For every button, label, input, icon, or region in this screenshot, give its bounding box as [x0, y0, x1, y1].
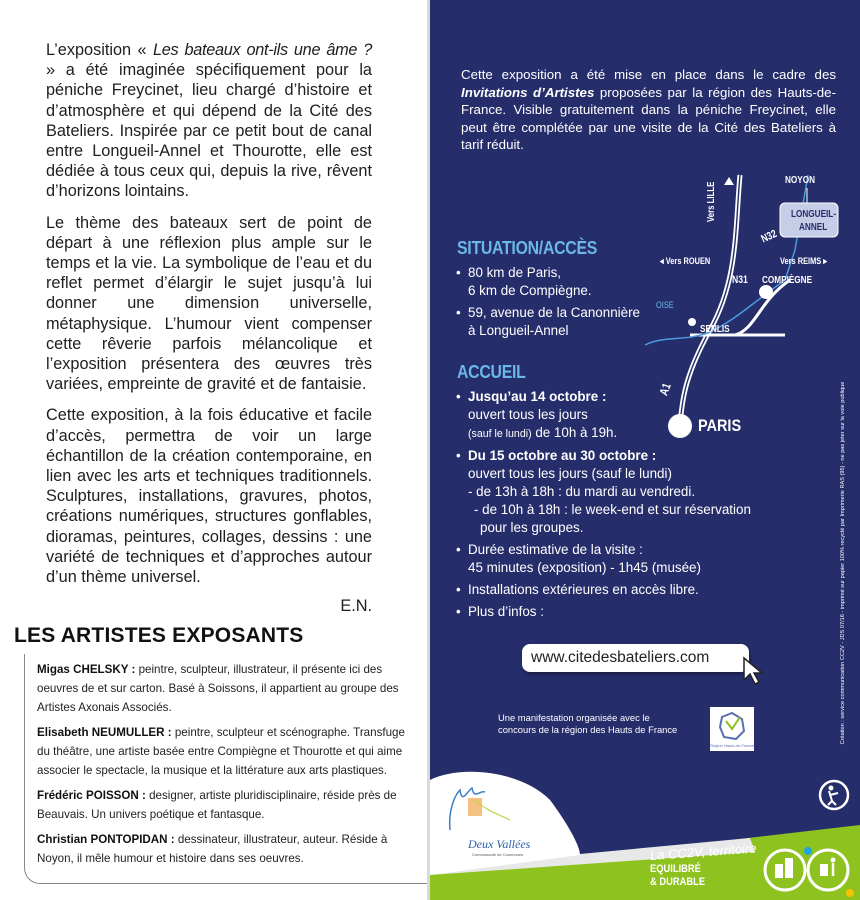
artist-name: Elisabeth NEUMULLER :	[37, 726, 172, 739]
slogan-script: La CC2V, territoire	[649, 840, 757, 863]
compiegne-dot	[759, 285, 773, 299]
situation-line: 80 km de Paris,	[468, 265, 562, 280]
intro-paragraph-2: Le thème des bateaux sert de point de départ à une réflexion plus ample sur le temps et la vie. La symbolique de l’eau et du reflet permet d’élargir le sujet jusqu’à lui donner une dimension universelle, métaphysique. L’humour vient compenser cette rêverie parfois mélancolique et l’exposition présentera des œuvres très variées, empreinte de gravité et de fantaisie.	[46, 213, 372, 394]
intro-prefix: L’exposition «	[46, 41, 154, 59]
duration-value: 45 minutes (exposition) - 1h45 (musée)	[468, 560, 701, 575]
artist-description: dessinateur, illustrateur, auteur. Réside à Noyon, il mêle humour et histoire dans ses oeuvres.	[37, 833, 388, 865]
accueil-item: • Plus d’infos :	[456, 603, 751, 621]
intro-suffix: » a été imaginée spécifiquement pour la péniche Freycinet, lieu chargé d’histoire et d’atmosphère et qui dépend de la Cité des Bateliers. Inspirée par ce petit bout de canal entre Longueil-Annel et Thourotte, elle est dédiée à tous ceux qui, depuis la rive, rêvent d’horizons lointains.	[46, 61, 372, 201]
region-text	[498, 712, 677, 736]
map-label-vers-lille: Vers LILLE	[706, 181, 717, 222]
print-credit	[838, 360, 850, 770]
paris-dot	[668, 414, 692, 438]
blue-dot	[804, 847, 812, 855]
recycle-tidyman-icon	[820, 781, 848, 809]
period-line: - de 13h à 18h : du mardi au vendredi.	[468, 484, 696, 499]
artist-description: designer, artiste pluridisciplinaire, réside près de Beauvais. Un univers poétique et fantasque.	[37, 789, 397, 821]
slogan-line: & DURABLE	[650, 876, 706, 888]
senlis-dot	[688, 318, 696, 326]
yellow-dot	[846, 889, 854, 897]
accueil-item: • Installations extérieures en accès libre.	[456, 581, 751, 599]
context-text	[461, 66, 836, 154]
map-label-n32: N32	[759, 227, 779, 246]
artist-item	[37, 786, 409, 824]
period-label: Jusqu’au 14 octobre :	[468, 389, 607, 404]
print-credit-text: Création : service communication CC2V - JDS 07/16 - imprimé sur papier 100% recyclé par Imprimerie RAS (95) - ne pas jeter sur la voie publique	[840, 381, 846, 745]
artist-name: Migas CHELSKY :	[37, 663, 136, 676]
map-label-a1: A1	[656, 381, 674, 398]
map-label-n31: N31	[732, 274, 748, 286]
artist-description: peintre, sculpteur, illustrateur, il présente ici des oeuvres de et sur carton. Basé à Soissons, il appartient au groupe des Artistes Axonais Associés.	[37, 663, 399, 714]
map-label-annel: ANNEL	[799, 221, 828, 233]
period-hours: de 10h à 19h.	[531, 425, 618, 440]
period-label: Du 15 octobre au 30 octobre :	[468, 448, 657, 463]
exhibition-title: Les bateaux ont-ils une âme ?	[153, 41, 372, 59]
hauts-de-france-logo-icon	[710, 707, 754, 751]
situation-line: à Longueil-Annel	[468, 323, 569, 338]
artist-name: Frédéric POISSON :	[37, 789, 146, 802]
website-link[interactable]: www.citedesbateliers.com	[522, 644, 749, 672]
period-note: (sauf le lundi)	[468, 428, 532, 440]
artist-item	[37, 723, 409, 780]
region-text-line: concours de la région des Hauts de France	[498, 724, 678, 735]
artist-name: Christian PONTOPIDAN :	[37, 833, 175, 846]
right-panel	[430, 0, 860, 900]
access-map	[640, 170, 860, 450]
situation-item	[456, 264, 640, 300]
svg-text:Communauté de Communes: Communauté de Communes	[472, 852, 524, 857]
period-line: - de 10h à 18h : le week-end et sur réservation	[474, 502, 751, 517]
map-label-senlis: SENLIS	[700, 323, 730, 335]
accueil-title: ACCUEIL	[457, 362, 526, 382]
lille-arrow-icon	[724, 177, 734, 185]
accueil-item	[456, 447, 751, 537]
slogan	[649, 840, 757, 889]
program-name: Invitations d’Artistes	[461, 84, 595, 100]
situation-item	[456, 304, 640, 340]
map-label-compiegne: COMPIÈGNE	[762, 274, 813, 286]
map-label-vers-rouen: ◂ Vers ROUEN	[660, 256, 711, 267]
context-after: proposées par la région des Hauts-de-France. Visible gratuitement dans la péniche Freycinet, elle peut être complétée par une visite de la Cité des Bateliers à tarif réduit.	[461, 84, 836, 152]
intro-paragraph-3: Cette exposition, à la fois éducative et facile d’accès, permettra de voir un large échantillon de la création contemporaine, en lien avec les arts et techniques traditionnels. Sculptures, installations, gravures, photos, créations numériques, structures gonflables, dioramas, peintures, collages, dessins : une variété de techniques et d’approches autour d’un thème universel.	[46, 406, 372, 587]
situation-title: SITUATION/ACCÈS	[457, 238, 598, 258]
map-label-noyon: NOYON	[785, 174, 816, 186]
footer-banner	[430, 760, 860, 900]
region-logo	[710, 707, 754, 751]
intro-text	[46, 40, 372, 627]
mouse-cursor-icon	[742, 656, 772, 688]
map-label-vers-reims: Vers REIMS ▸	[780, 256, 827, 267]
intro-paragraph-1	[46, 40, 372, 202]
slogan-line: EQUILIBRÉ	[650, 863, 701, 875]
period-line: ouvert tous les jours (sauf le lundi)	[468, 466, 672, 481]
map-label-oise: OISE	[656, 300, 674, 311]
svg-text:Deux Vallées: Deux Vallées	[468, 837, 531, 851]
artists-title: LES ARTISTES EXPOSANTS	[14, 624, 304, 647]
region-text-line: Une manifestation organisée avec le	[498, 712, 650, 723]
accueil-item	[456, 541, 751, 577]
duration-label: Durée estimative de la visite :	[468, 542, 643, 557]
artist-item	[37, 830, 409, 868]
situation-line: 6 km de Compiègne.	[468, 283, 592, 298]
artists-list	[24, 654, 444, 884]
period-line: ouvert tous les jours	[468, 407, 588, 422]
context-before: Cette exposition a été mise en place dans le cadre des	[461, 67, 836, 82]
situation-list	[456, 264, 640, 344]
artist-item	[37, 660, 409, 717]
map-label-paris: PARIS	[698, 416, 742, 435]
signature: E.N.	[340, 597, 372, 616]
artist-description: peintre, sculpteur et scénographe. Transfuge du théâtre, une artiste basée entre Compiègne et Thourotte et qui aime associer le spectacle, la musique et la littérature aux arts plastiques.	[37, 726, 405, 777]
period-line: pour les groupes.	[480, 520, 584, 535]
svg-text:Région Hauts-de-France: Région Hauts-de-France	[710, 743, 754, 748]
situation-line: 59, avenue de la Canonnière	[468, 305, 640, 320]
map-label-longueil: LONGUEIL-	[791, 208, 837, 220]
